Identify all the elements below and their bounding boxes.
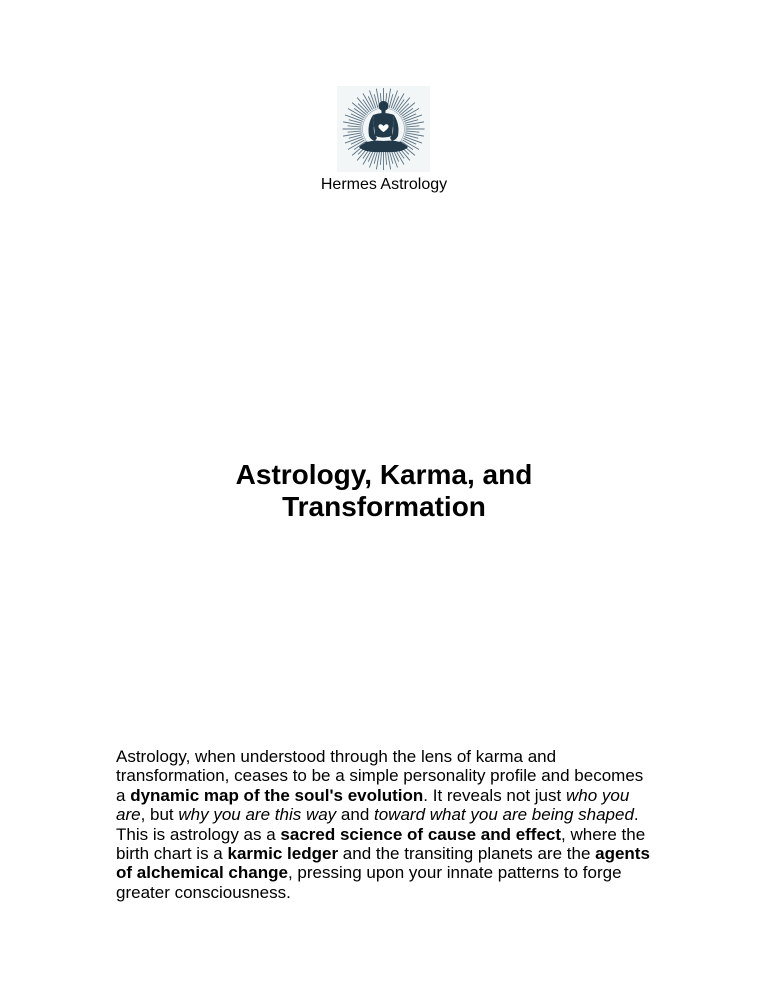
title-line-2: Transformation: [282, 491, 486, 522]
italic-run: why you are this way: [178, 805, 337, 825]
bold-run: karmic ledger: [227, 844, 339, 864]
document-title: [0, 459, 768, 523]
text-run: , where the birth chart is a: [116, 824, 646, 864]
italic-run: toward what you are being shaped: [374, 805, 634, 825]
brand-name: Hermes Astrology: [320, 176, 448, 193]
bold-run: agents of alchemical change: [116, 844, 650, 883]
text-run: , pressing upon your innate patterns to forge greater consciousness.: [116, 863, 622, 902]
text-run: , but: [140, 805, 179, 825]
bold-run: dynamic map of the soul's evolution: [130, 785, 424, 805]
text-run: Astrology, when understood through the lens of karma and transformation, ceases to be a simple personality profile and becomes a: [116, 747, 644, 805]
meditating-figure-logo-icon: [337, 86, 430, 172]
bold-run: sacred science of cause and effect: [280, 824, 562, 844]
title-line-1: Astrology, Karma, and: [235, 459, 533, 490]
text-run: . It reveals not just: [423, 785, 566, 805]
italic-run: who you are: [116, 785, 630, 825]
text-run: and: [336, 805, 374, 825]
text-run: . This is astrology as a: [116, 805, 639, 844]
intro-paragraph: [116, 747, 656, 902]
text-run: and the transiting planets are the: [338, 844, 596, 864]
